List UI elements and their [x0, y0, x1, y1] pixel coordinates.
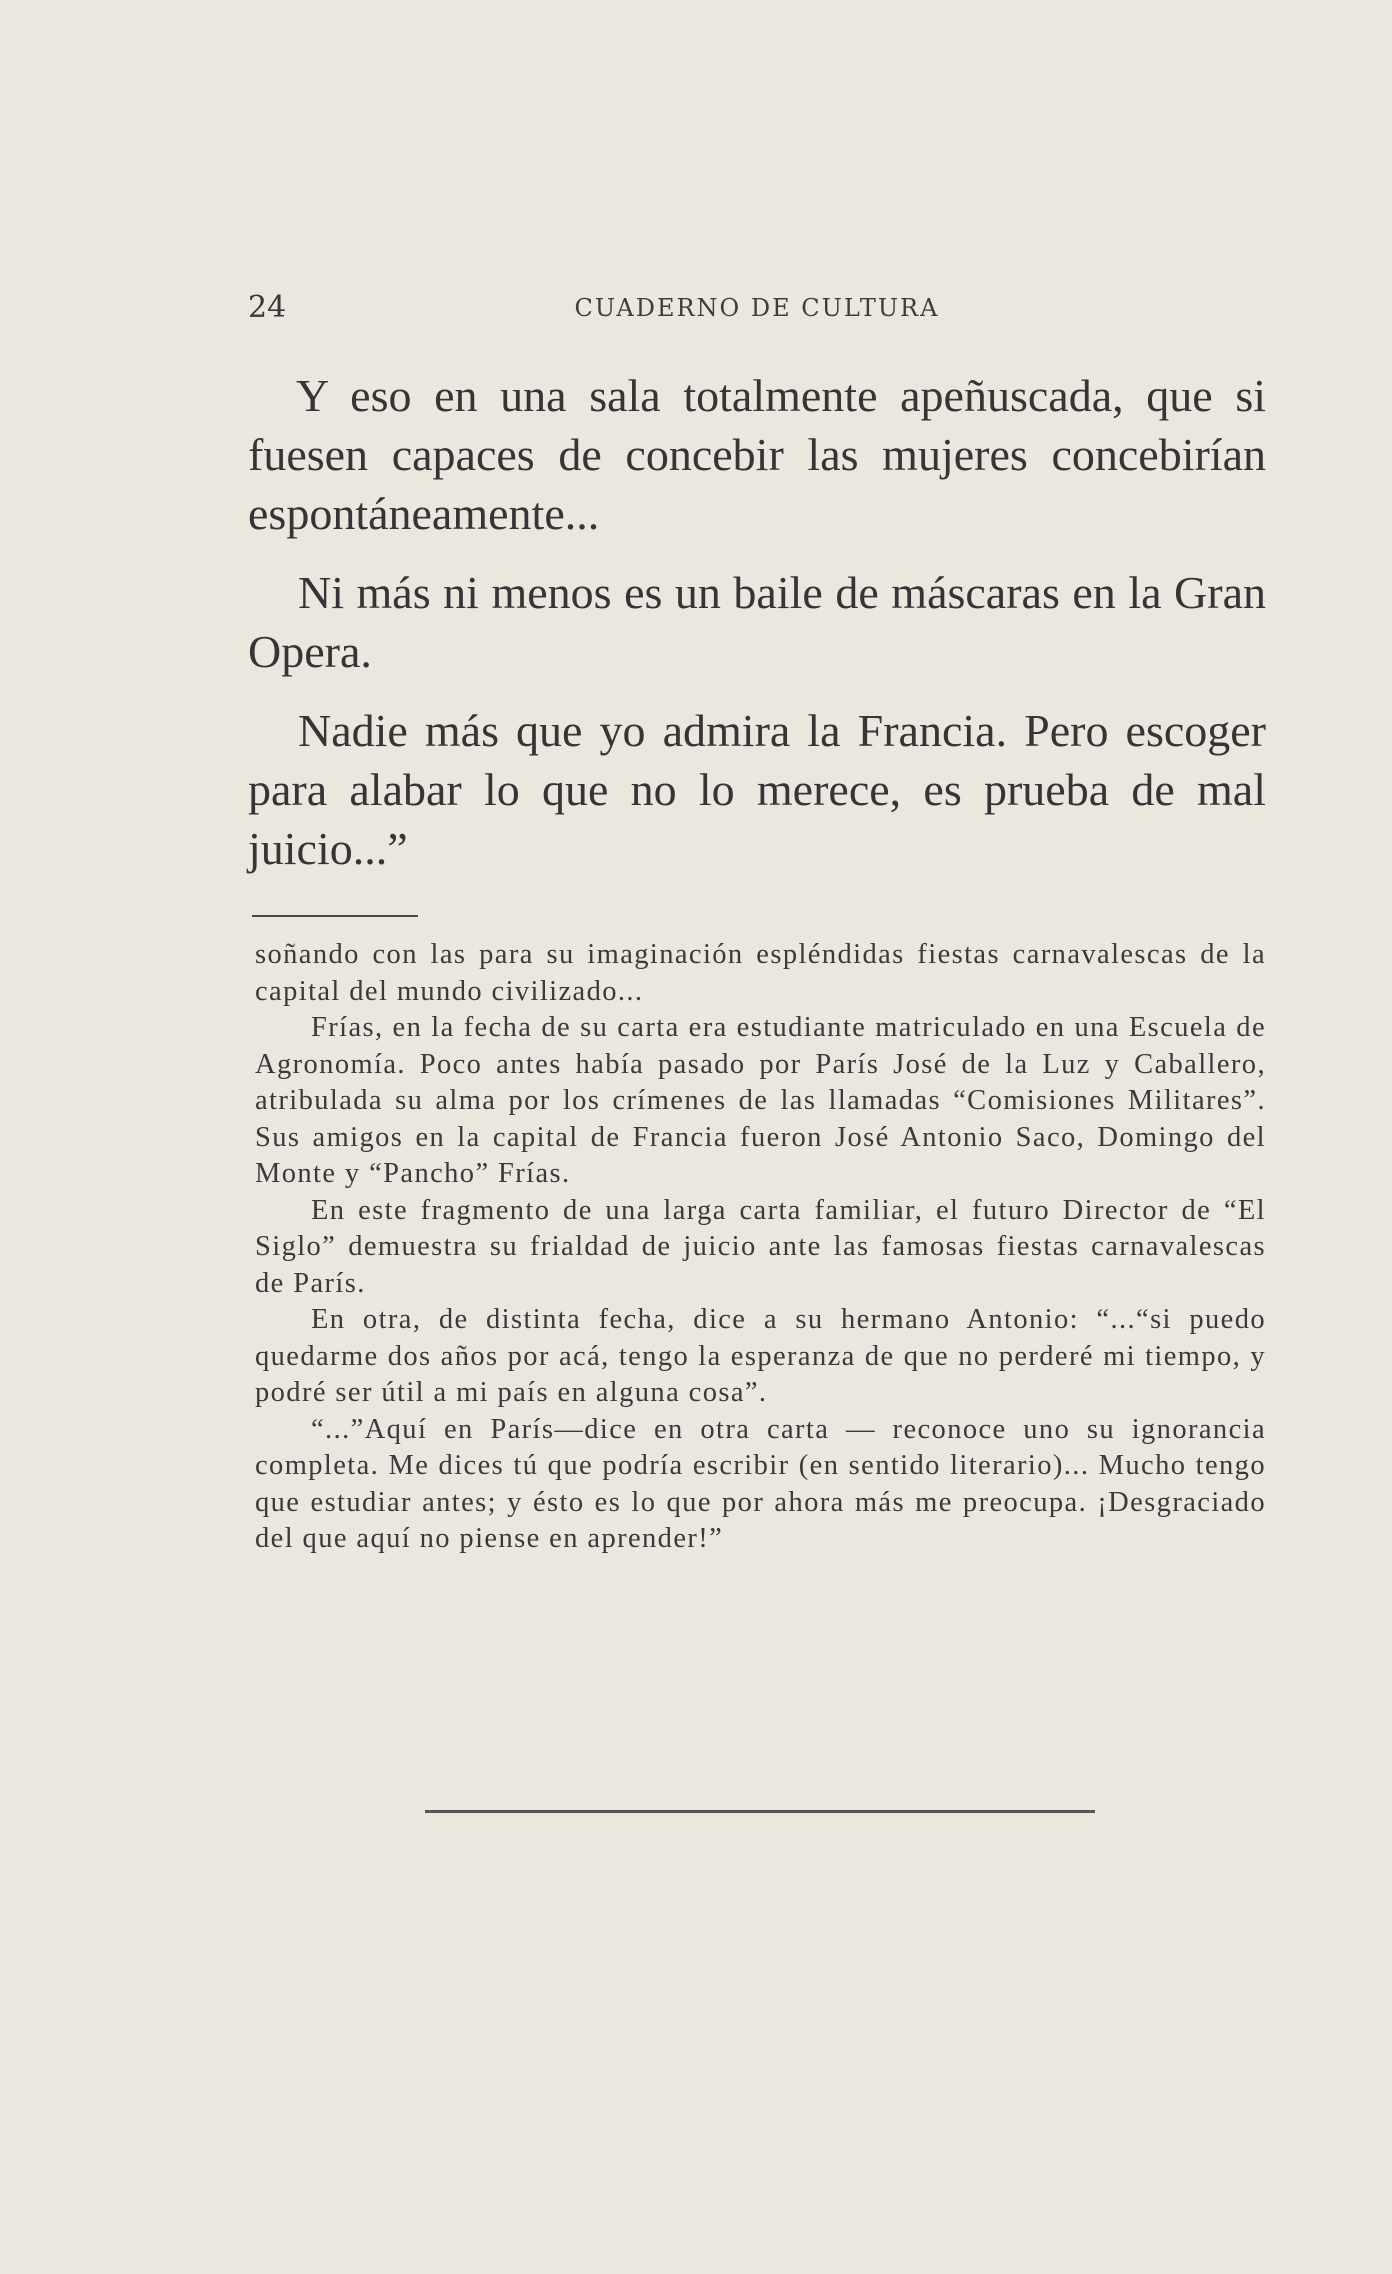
commentary-paragraph: “...”Aquí en París—dice en otra carta — reconoce uno su ignorancia completa. Me dices tú que podría escribir (en sentido literario)... Mucho tengo que estudiar antes; y ésto es lo que por ahora más me preocupa. ¡Desgraciado del que aquí no piense en aprender!” [255, 1413, 1266, 1554]
quote-paragraph: Nadie más que yo admira la Francia. Pero escoger para alabar lo que no lo merece, es prueba de mal juicio...” [248, 705, 1266, 874]
page-number: 24 [248, 290, 287, 325]
commentary-text [255, 937, 1266, 1558]
section-divider [252, 915, 418, 917]
page-header [248, 288, 1266, 328]
commentary-paragraph: En este fragmento de una larga carta familiar, el futuro Director de “El Siglo” demuestra su frialdad de juicio ante las famosas fiestas carnavalescas de París. [255, 1194, 1266, 1299]
commentary-paragraph: soñando con las para su imaginación espléndidas fiestas carnavalescas de la capital del mundo civilizado... [255, 939, 1266, 1007]
quote-paragraph: Ni más ni menos es un baile de máscaras en la Gran Opera. [248, 567, 1266, 677]
quote-paragraph: Y eso en una sala totalmente apeñuscada, que si fuesen capaces de concebir las mujeres concebirían espontáneamente... [248, 370, 1266, 539]
commentary-paragraph: Frías, en la fecha de su carta era estudiante matriculado en una Escuela de Agronomía. Poco antes había pasado por París José de la Luz y Caballero, atribulada su alma por los crímenes de las llamadas “Comisiones Militares”. Sus amigos en la capital de Francia fueron José Antonio Saco, Domingo del Monte y “Pancho” Frías. [255, 1012, 1266, 1189]
quoted-passage [248, 366, 1266, 898]
end-rule [425, 1810, 1095, 1813]
commentary-paragraph: En otra, de distinta fecha, dice a su hermano Antonio: “...“si puedo quedarme dos años por acá, tengo la esperanza de que no perderé mi tiempo, y podré ser útil a mi país en alguna cosa”. [255, 1304, 1266, 1408]
running-title: CUADERNO DE CULTURA [574, 294, 940, 322]
